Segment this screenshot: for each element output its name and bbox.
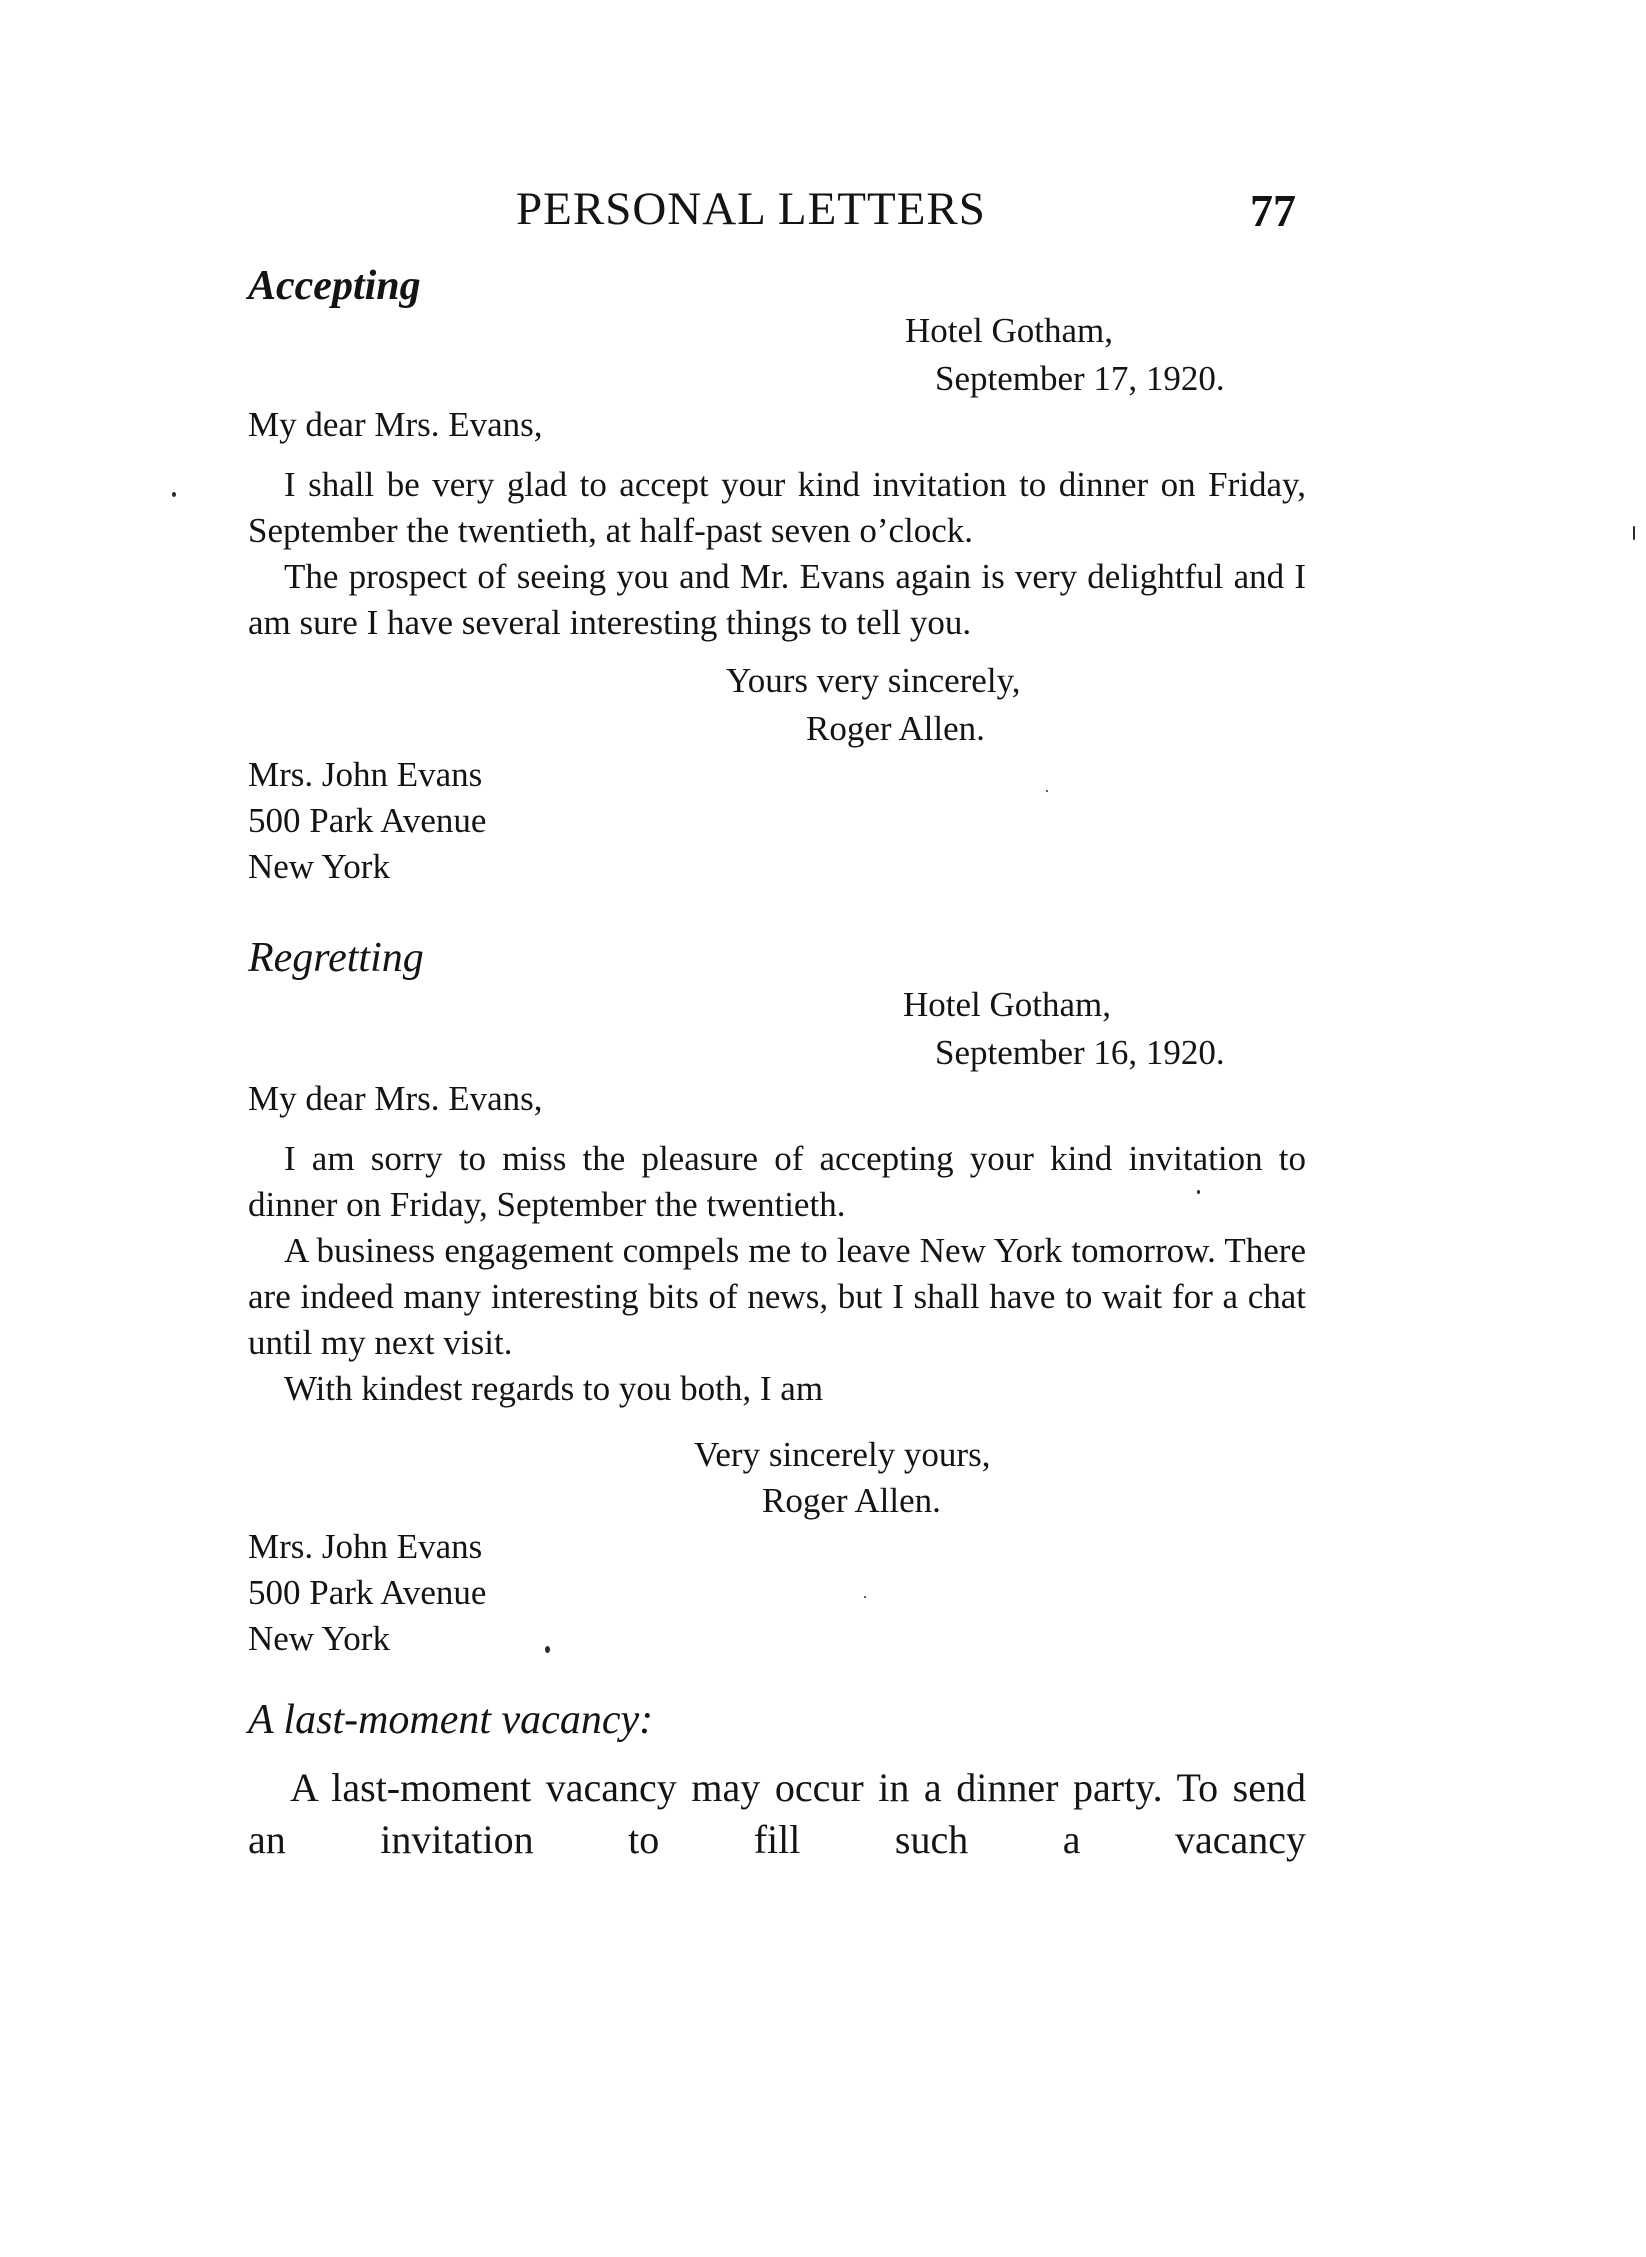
letter-paragraph [248,1136,1306,1228]
scan-speck [864,1596,866,1598]
address-line: 500 Park Avenue [248,801,487,840]
scan-speck [172,492,176,497]
paragraph-text: I shall be very glad to accept your kind invitation to dinner on Friday, September the twentieth, at half-past seven o’clock. [248,465,1306,550]
section-heading-accepting: Accepting [248,263,421,309]
letter-paragraph [248,554,1306,646]
salutation: My dear Mrs. Evans, [248,1079,543,1118]
body-paragraph [248,1762,1306,1866]
scan-speck [1633,526,1635,540]
page-number: 77 [1250,185,1296,236]
scan-speck [545,1646,550,1653]
paragraph-text: With kindest regards to you both, I am [284,1369,824,1408]
dateline-place: Hotel Gotham, [905,311,1114,350]
letter-paragraph [248,1228,1306,1366]
dateline-place: Hotel Gotham, [903,985,1112,1024]
signature: Roger Allen. [762,1481,941,1520]
paragraph-text: A last-moment vacancy may occur in a dinner party. To send an invitation to fill such a vacancy [248,1765,1306,1862]
address-line: New York [248,1619,390,1658]
address-line: Mrs. John Evans [248,1527,483,1566]
section-heading-vacancy: A last-moment vacancy: [248,1697,654,1743]
running-head: PERSONAL LETTERS [516,183,986,235]
section-heading-regretting: Regretting [248,935,424,981]
paragraph-text: A business engagement compels me to leave New York tomorrow. There are indeed many interesting bits of news, but I shall have to wait for a chat until my next visit. [248,1231,1306,1362]
complimentary-close: Very sincerely yours, [694,1435,991,1474]
address-line: New York [248,847,390,886]
dateline-date: September 17, 1920. [935,359,1225,398]
address-line: Mrs. John Evans [248,755,483,794]
address-line: 500 Park Avenue [248,1573,487,1612]
paragraph-text: I am sorry to miss the pleasure of accepting your kind invitation to dinner on Friday, September the twentieth. [248,1139,1306,1224]
letter-paragraph [248,1366,1306,1412]
letter-paragraph [248,462,1306,554]
dateline-date: September 16, 1920. [935,1033,1225,1072]
complimentary-close: Yours very sincerely, [726,661,1021,700]
signature: Roger Allen. [806,709,985,748]
scan-speck [1197,1190,1200,1194]
scan-speck [1046,790,1048,792]
salutation: My dear Mrs. Evans, [248,405,543,444]
paragraph-text: The prospect of seeing you and Mr. Evans again is very delightful and I am sure I have several interesting things to tell you. [248,557,1306,642]
